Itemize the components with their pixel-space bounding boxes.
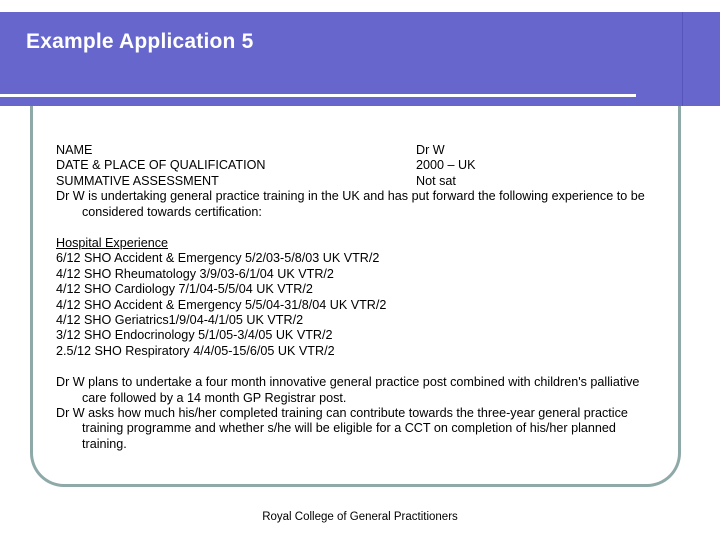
field-value: 2000 – UK bbox=[416, 158, 476, 173]
footer bbox=[0, 511, 720, 523]
experience-item: 3/12 SHO Endocrinology 5/1/05-3/4/05 UK VTR/2 bbox=[56, 328, 333, 343]
experience-item: 4/12 SHO Cardiology 7/1/04-5/5/04 UK VTR/2 bbox=[56, 282, 313, 297]
field-label: SUMMATIVE ASSESSMENT bbox=[56, 173, 219, 188]
field-value: Not sat bbox=[416, 173, 456, 188]
field-row-name bbox=[56, 143, 656, 158]
field-row-assessment bbox=[56, 174, 656, 189]
experience-item: 4/12 SHO Rheumatology 3/9/03-6/1/04 UK VTR/2 bbox=[56, 266, 334, 281]
field-label: DATE & PLACE OF QUALIFICATION bbox=[56, 158, 266, 173]
intro-paragraph: Dr W is undertaking general practice training in the UK and has put forward the following experience to be considered towards certification: bbox=[56, 189, 645, 219]
field-label: NAME bbox=[56, 143, 93, 157]
slide-title: Example Application 5 bbox=[26, 30, 254, 53]
slide-content bbox=[56, 143, 656, 452]
experience-item: 2.5/12 SHO Respiratory 4/4/05-15/6/05 UK VTR/2 bbox=[56, 343, 335, 358]
request-paragraph: Dr W asks how much his/her completed training can contribute towards the three-year general practice training programme and whether s/he will be eligible for a CCT on completion of his/her planned training. bbox=[56, 406, 628, 451]
plan-paragraph: Dr W plans to undertake a four month innovative general practice post combined with children's palliative care followed by a 14 month GP Registrar post. bbox=[56, 375, 640, 405]
experience-item: 4/12 SHO Geriatrics1/9/04-4/1/05 UK VTR/2 bbox=[56, 313, 304, 328]
title-band-tab bbox=[682, 12, 720, 106]
experience-item: 4/12 SHO Accident & Emergency 5/5/04-31/8/04 UK VTR/2 bbox=[56, 297, 387, 312]
hospital-experience-heading: Hospital Experience bbox=[56, 235, 169, 250]
spacer bbox=[56, 359, 656, 375]
footer-text: Royal College of General Practitioners bbox=[262, 511, 458, 523]
field-row-qualification bbox=[56, 158, 656, 173]
title-band bbox=[0, 12, 720, 106]
spacer bbox=[56, 220, 656, 236]
experience-item: 6/12 SHO Accident & Emergency 5/2/03-5/8/03 UK VTR/2 bbox=[56, 251, 380, 266]
title-divider bbox=[0, 94, 636, 97]
field-value: Dr W bbox=[416, 143, 445, 157]
